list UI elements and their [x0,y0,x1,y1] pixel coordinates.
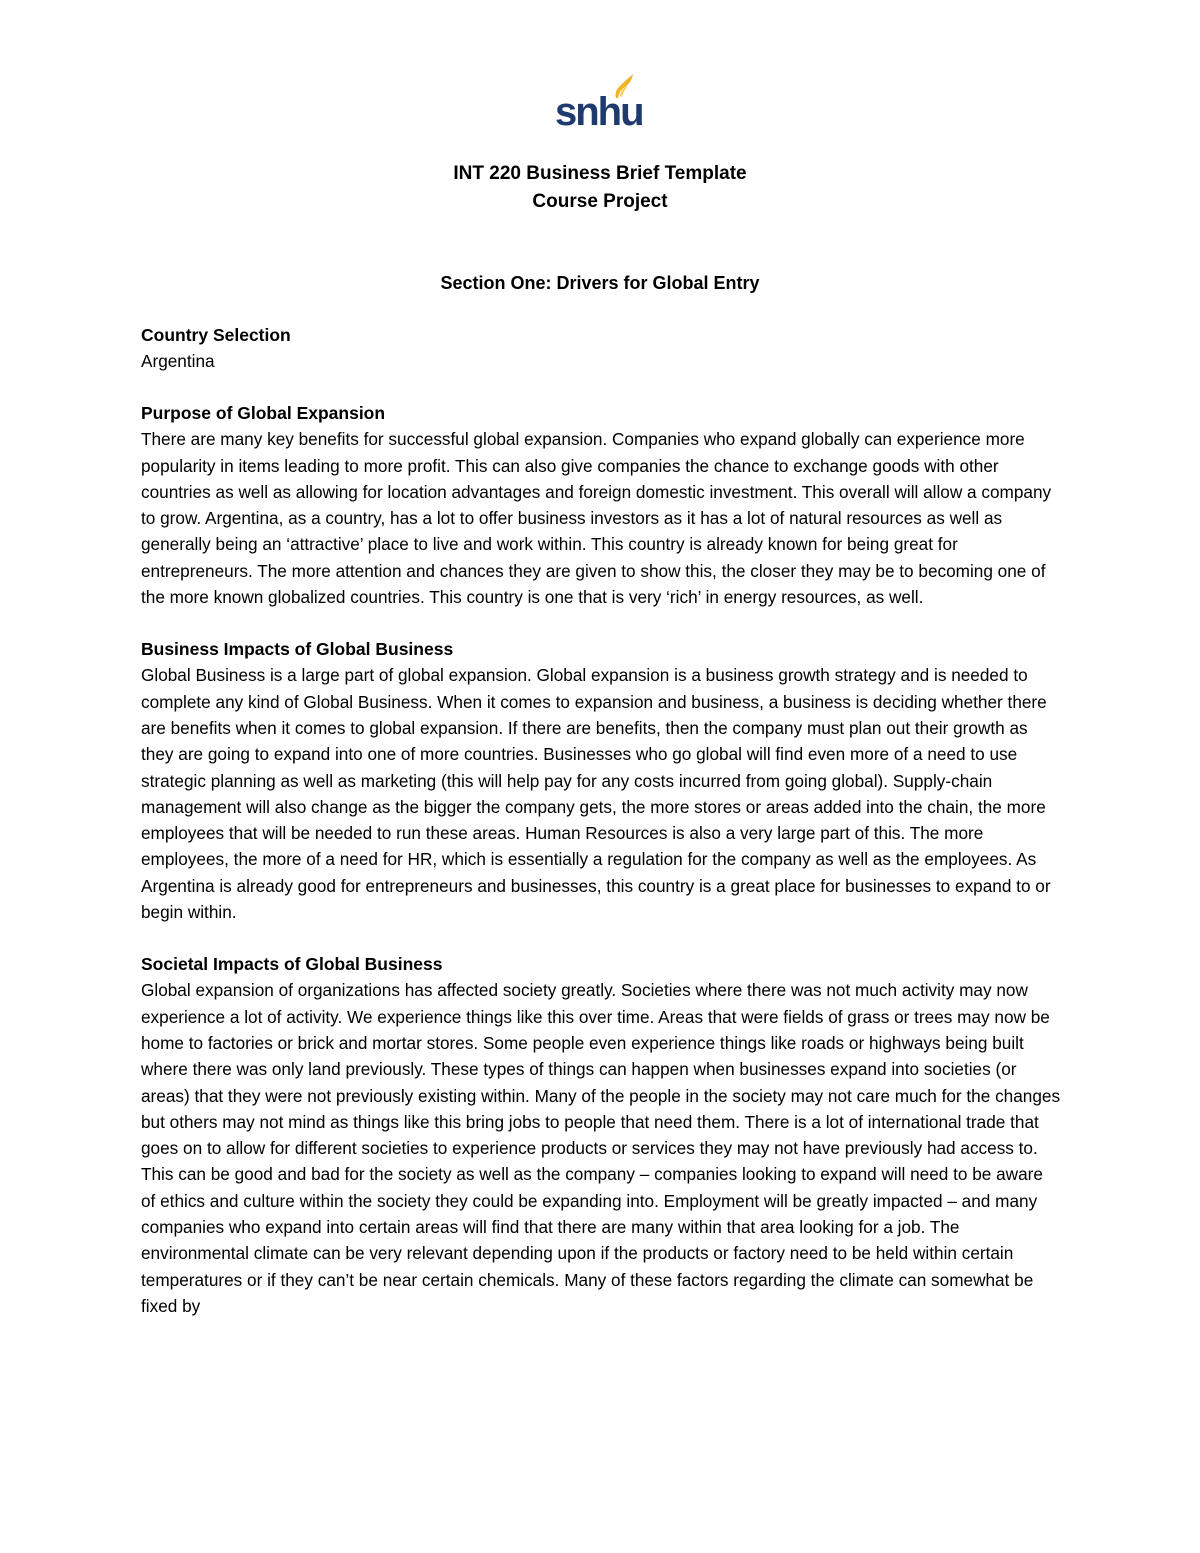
document-body [141,322,1061,1345]
section-societal-impacts [141,951,1061,1319]
section-body-societal-impacts: Global expansion of organizations has affected society greatly. Societies where there was not much activity may now experience a lot of activity. We experience things like this over time. Areas that were fields of grass or trees may now be home to factories or brick and mortar stores. Some people even experience things like roads or highways being built where there was only land previously. These types of things can happen when businesses expand into societies (or areas) that they were not previously existing within. Many of the people in the society may not care much for the changes but others may not mind as things like this bring jobs to people that need them. There is a lot of international trade that goes on to allow for different societies to experience products or services they may not have previously had access to. This can be good and bad for the society as well as the company – companies looking to expand will need to be aware of ethics and culture within the society they could be expanding into. Employment will be greatly impacted – and many companies who expand into certain areas will find that there are many within that area looking for a job. The environmental climate can be very relevant depending upon if the products or factory need to be held within certain temperatures or if they can’t be near certain chemicals. Many of these factors regarding the climate can somewhat be fixed by [141,980,1061,1316]
section-body-purpose: There are many key benefits for successful global expansion. Companies who expand globally can experience more popularity in items leading to more profit. This can also give companies the chance to exchange goods with other countries as well as allowing for location advantages and foreign domestic investment. This overall will allow a company to grow. Argentina, as a country, has a lot to offer business investors as it has a lot of natural resources as well as generally being an ‘attractive’ place to live and work within. This country is already known for being great for entrepreneurs. The more attention and chances they are given to show this, the closer they may be to becoming one of the more known globalized countries. This country is one that is very ‘rich’ in energy resources, as well. [141,429,1052,608]
section-heading: Section One: Drivers for Global Entry [440,273,760,293]
logo-wordmark: snhu [555,90,643,134]
section-country-selection [141,322,1061,374]
section-body-country-selection: Argentina [141,351,215,371]
section-body-business-impacts: Global Business is a large part of global expansion. Global expansion is a business growth strategy and is needed to complete any kind of Global Business. When it comes to expansion and business, a business is deciding whether there are benefits when it comes to global expansion. If there are benefits, then the company must plan out their growth as they are going to expand into one of more countries. Businesses who go global will find even more of a need to use strategic planning as well as marketing (this will help pay for any costs incurred from going global). Supply-chain management will also change as the bigger the company gets, the more stores or areas added into the chain, the more employees that will be needed to run these areas. Human Resources is also a very large part of this. The more employees, the more of a need for HR, which is essentially a regulation for the company as well as the employees. As Argentina is already good for entrepreneurs and businesses, this country is a great place for businesses to expand to or begin within. [141,665,1051,923]
title-line-1: INT 220 Business Brief Template [453,163,747,184]
section-heading-purpose: Purpose of Global Expansion [141,403,386,424]
section-business-impacts [141,636,1061,925]
title-line-2: Course Project [532,191,668,212]
section-heading-societal-impacts: Societal Impacts of Global Business [141,954,443,975]
document-title [0,160,1200,216]
section-purpose-of-global-expansion [141,400,1061,610]
section-heading-business-impacts: Business Impacts of Global Business [141,639,454,660]
section-heading-country-selection: Country Selection [141,325,291,345]
snhu-logo [555,74,643,134]
